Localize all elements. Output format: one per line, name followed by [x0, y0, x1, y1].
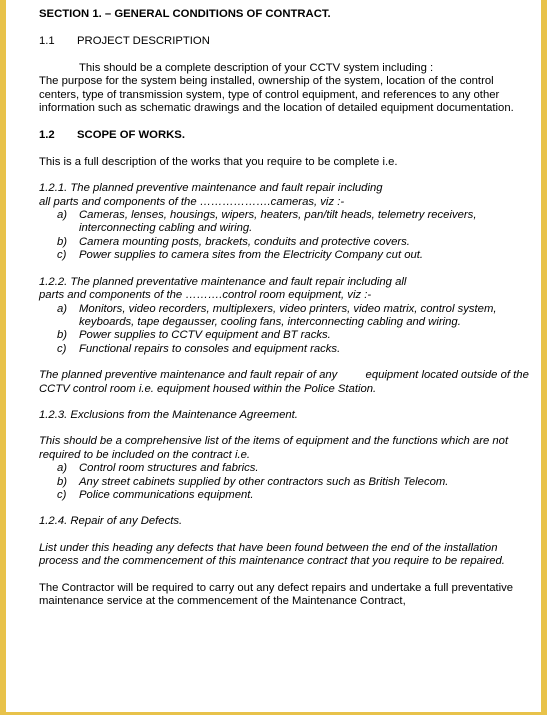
heading-1-1-number: 1.1 — [39, 35, 55, 48]
list-item-label: a) — [57, 209, 68, 222]
heading-1-2-number: 1.2 — [39, 129, 55, 142]
list-item-text: Power supplies to camera sites from the Electricity Company cut out. — [79, 249, 424, 262]
list-item-label: a) — [57, 462, 68, 475]
list-item-text: Monitors, video recorders, multiplexers, video printers, video matrix, control system, keyboards, tape degausser, cooling fans, interconnecting cabling and wiring. — [79, 302, 497, 328]
subsection-1-2-2-title-line2: parts and components of the ……….control room equipment, viz :- — [39, 289, 372, 302]
subsection-1-2-1-title-line2: all parts and components of the ……………….cameras, viz :- — [39, 195, 345, 208]
list-item — [39, 476, 535, 489]
heading-1-1 — [39, 35, 535, 48]
project-description-body: The purpose for the system being installed, ownership of the system, location of the control centers, type of transmission system, type of control equipment, and references to any other information such as schematic drawings and the location of detailed equipment documentation. — [39, 75, 514, 115]
list-item — [39, 489, 535, 502]
heading-1-2-text: SCOPE OF WORKS. — [77, 129, 185, 142]
heading-1-2 — [39, 129, 535, 142]
list-item-text: Cameras, lenses, housings, wipers, heaters, pan/tilt heads, telemetry receivers, interconnecting cabling and wiring. — [79, 209, 477, 235]
list-item-text: Control room structures and fabrics. — [79, 462, 259, 475]
list-item — [39, 343, 535, 356]
list-item — [39, 249, 535, 262]
subsection-1-2-2-title-line1: 1.2.2. The planned preventative maintenance and fault repair including all — [39, 275, 407, 288]
list-item-text: Camera mounting posts, brackets, conduits and protective covers. — [79, 235, 410, 248]
list-item — [39, 303, 535, 330]
heading-1-1-text: PROJECT DESCRIPTION — [77, 35, 210, 48]
control-room-items-list — [39, 303, 535, 357]
project-description-intro: This should be a complete description of your CCTV system including : — [79, 61, 434, 74]
subsection-1-2-3-title: 1.2.3. Exclusions from the Maintenance Agreement. — [39, 408, 298, 421]
list-item-text: Any street cabinets supplied by other contractors such as British Telecom. — [79, 475, 449, 488]
contractor-closing-paragraph: The Contractor will be required to carry out any defect repairs and undertake a full preventative maintenance service at the commencement of the Maintenance Contract, — [39, 581, 514, 607]
document-page — [6, 0, 541, 712]
defects-body: List under this heading any defects that have been found between the end of the installation process and the commencement of this maintenance contract that you require to be repaired. — [39, 541, 505, 568]
list-item — [39, 236, 535, 249]
exclusions-list — [39, 462, 535, 502]
subsection-1-2-4-title: 1.2.4. Repair of any Defects. — [39, 515, 183, 528]
document-content — [39, 8, 535, 608]
list-item-label: c) — [57, 249, 67, 262]
list-item-text: Functional repairs to consoles and equipment racks. — [79, 342, 341, 355]
list-item-label: b) — [57, 235, 68, 248]
scope-intro: This is a full description of the works that you require to be complete i.e. — [39, 155, 398, 168]
list-item-label: c) — [57, 488, 67, 501]
subsection-1-2-1-title-line1: 1.2.1. The planned preventive maintenance and fault repair including — [39, 182, 383, 195]
list-item — [39, 462, 535, 475]
list-item-text: Power supplies to CCTV equipment and BT racks. — [79, 329, 331, 342]
list-item — [39, 329, 535, 342]
list-item-label: b) — [57, 475, 68, 488]
list-item — [39, 209, 535, 236]
list-item-label: c) — [57, 342, 67, 355]
list-item-label: b) — [57, 329, 68, 342]
exclusions-body: This should be a comprehensive list of the items of equipment and the functions which are not required to be included on the contract i.e. — [39, 435, 509, 461]
outside-equipment-note: The planned preventive maintenance and fault repair of any equipment located outside of the CCTV control room i.e. equipment housed within the Police Station. — [39, 369, 529, 395]
list-item-text: Police communications equipment. — [79, 488, 254, 501]
list-item-label: a) — [57, 302, 68, 315]
section-title: SECTION 1. – GENERAL CONDITIONS OF CONTRACT. — [39, 8, 331, 20]
camera-items-list — [39, 209, 535, 263]
